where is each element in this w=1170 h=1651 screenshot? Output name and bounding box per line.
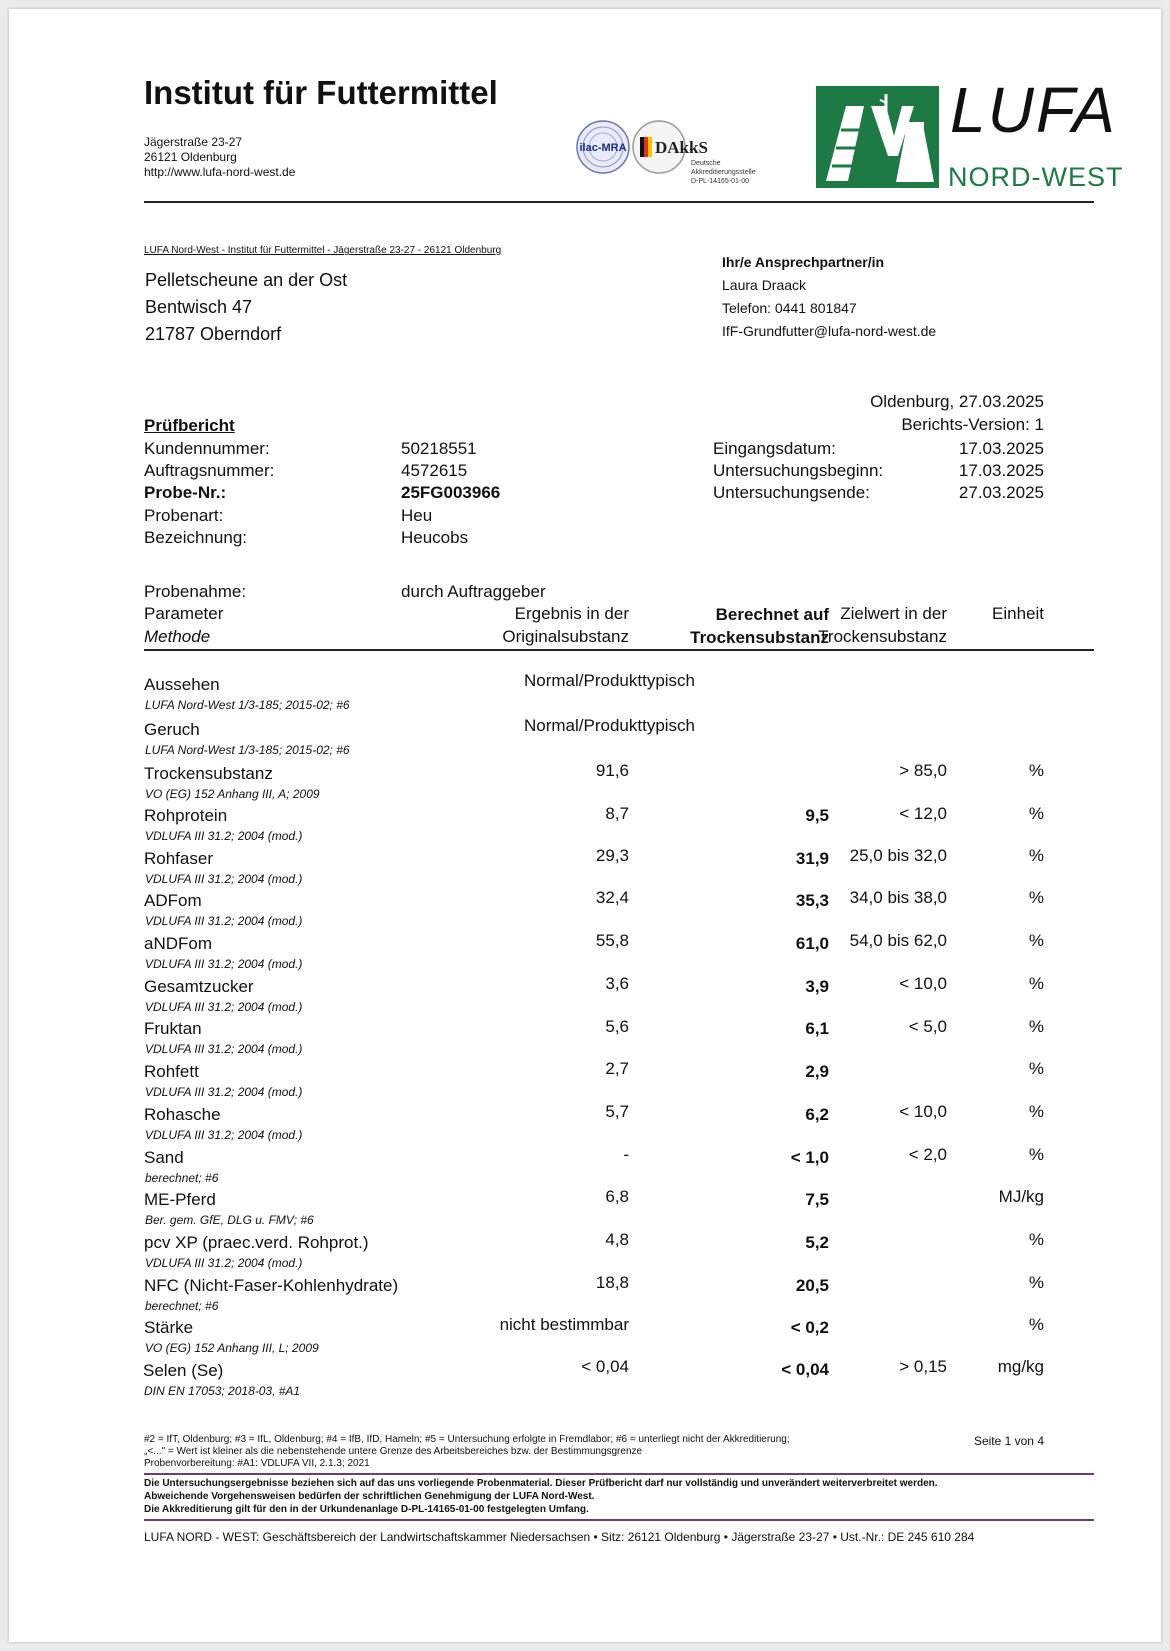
- contact-heading: Ihr/e Ansprechpartner/in: [722, 254, 885, 270]
- footer-disclaimer-2: Abweichende Vorgehensweisen bedürfen der schriftlichen Genehmigung der LUFA Nord-West.: [144, 1491, 595, 1502]
- row-target: > 85,0: [899, 761, 947, 780]
- recipient-line: Pelletscheune an der Ost: [145, 270, 348, 290]
- row-unit: %: [1028, 1315, 1044, 1334]
- row-param: Rohasche: [144, 1105, 221, 1124]
- designation-value: Heucobs: [401, 528, 469, 547]
- row-method: VDLUFA III 31.2; 2004 (mod.): [145, 1085, 303, 1099]
- recipient-line: Bentwisch 47: [145, 297, 253, 317]
- received-date-label: Eingangsdatum:: [713, 439, 836, 458]
- contact-name: Laura Draack: [722, 277, 807, 293]
- row-unit: %: [1028, 846, 1044, 865]
- row-method: LUFA Nord-West 1/3-185; 2015-02; #6: [145, 698, 350, 712]
- contact-phone: Telefon: 0441 801847: [722, 300, 857, 316]
- col-header-unit: Einheit: [992, 604, 1044, 623]
- analysis-start-value: 17.03.2025: [958, 461, 1044, 480]
- row-param: Geruch: [144, 720, 200, 739]
- footer-note-3: Probenvorbereitung: #A1: VDLUFA VII, 2.1.3; 2021: [144, 1458, 370, 1469]
- row-ts: 61,0: [795, 934, 829, 953]
- row-ts: 2,9: [805, 1062, 829, 1081]
- row-ts: < 1,0: [790, 1148, 829, 1167]
- row-param: Rohfett: [144, 1062, 199, 1081]
- row-param: Stärke: [144, 1318, 194, 1337]
- accreditation-logos: [571, 113, 787, 195]
- row-method: VDLUFA III 31.2; 2004 (mod.): [145, 829, 303, 843]
- row-orig: 29,3: [595, 846, 629, 865]
- row-method: DIN EN 17053; 2018-03, #A1: [144, 1384, 301, 1398]
- lufa-logo-text: LUFA: [950, 74, 1117, 146]
- received-date-value: 17.03.2025: [958, 439, 1044, 458]
- sample-type-value: Heu: [401, 506, 433, 525]
- row-unit: %: [1028, 1145, 1044, 1164]
- row-param: aNDFom: [144, 934, 213, 953]
- row-orig: 2,7: [605, 1059, 629, 1078]
- place-date: Oldenburg, 27.03.2025: [870, 392, 1044, 411]
- col-header-ts-1: Berechnet auf: [715, 605, 829, 624]
- row-target: < 10,0: [899, 1102, 947, 1121]
- row-unit: %: [1028, 888, 1044, 907]
- report-title: Prüfbericht: [144, 416, 235, 435]
- institute-title: Institut für Futtermittel: [144, 74, 498, 111]
- row-method: VDLUFA III 31.2; 2004 (mod.): [145, 1042, 303, 1056]
- contact-block: [722, 251, 936, 343]
- row-ts: 35,3: [795, 891, 829, 910]
- page-number: Seite 1 von 4: [973, 1434, 1044, 1448]
- footer-disclaimer-3: Die Akkreditierung gilt für den in der Urkundenanlage D-PL-14165-01-00 festgelegten Umfang.: [144, 1504, 589, 1515]
- row-unit: %: [1028, 804, 1044, 823]
- row-param: ME-Pferd: [144, 1190, 216, 1209]
- row-orig: 3,6: [605, 974, 629, 993]
- row-param: Trockensubstanz: [144, 764, 273, 783]
- row-ts: 3,9: [805, 977, 829, 996]
- sampling-label: Probenahme:: [144, 582, 247, 601]
- report-page: [9, 9, 1161, 1642]
- row-unit: %: [1028, 931, 1044, 950]
- row-method: VO (EG) 152 Anhang III, L; 2009: [145, 1341, 319, 1355]
- row-ts: 6,2: [805, 1105, 829, 1124]
- row-orig: 4,8: [605, 1230, 629, 1249]
- row-method: berechnet; #6: [145, 1171, 219, 1185]
- footer-divider-top: [144, 1473, 1094, 1475]
- address-city: 26121 Oldenburg: [144, 150, 237, 164]
- row-ts: 31,9: [795, 849, 829, 868]
- row-ts: 5,2: [805, 1233, 829, 1252]
- row-unit: %: [1028, 1102, 1044, 1121]
- row-param: Fruktan: [144, 1019, 202, 1038]
- dakks-sub3: D-PL-14165-01-00: [691, 178, 749, 185]
- order-number-label: Auftragsnummer:: [144, 461, 275, 480]
- table-header-divider: [144, 649, 1094, 651]
- row-param: NFC (Nicht-Faser-Kohlenhydrate): [144, 1276, 399, 1295]
- ilac-logo-text: ilac-MRA: [579, 142, 627, 154]
- col-header-method: Methode: [144, 627, 211, 646]
- row-unit: %: [1028, 1059, 1044, 1078]
- recipient-line: 21787 Oberndorf: [145, 324, 282, 344]
- lufa-logo-mark-icon: [816, 86, 939, 188]
- row-param: Aussehen: [144, 675, 220, 694]
- row-param: Sand: [144, 1148, 184, 1167]
- row-param: Rohprotein: [144, 806, 228, 825]
- row-target: < 10,0: [899, 974, 947, 993]
- row-method: VDLUFA III 31.2; 2004 (mod.): [145, 872, 303, 886]
- analysis-start-label: Untersuchungsbeginn:: [713, 461, 884, 480]
- row-orig: 6,8: [605, 1187, 629, 1206]
- row-ts: 7,5: [805, 1190, 829, 1209]
- sample-number-label: Probe-Nr.:: [144, 483, 227, 502]
- dakks-sub1: Deutsche: [691, 160, 721, 167]
- row-unit: %: [1028, 974, 1044, 993]
- analysis-end-label: Untersuchungsende:: [713, 483, 870, 502]
- col-header-parameter: Parameter: [144, 604, 224, 623]
- row-param: Selen (Se): [143, 1361, 224, 1380]
- footer-divider-bottom: [144, 1519, 1094, 1521]
- footer-note-1: #2 = IfT, Oldenburg; #3 = IfL, Oldenburg; #4 = IfB, IfD, Hameln; #5 = Untersuchung erfolgte in Fremdlabor; #6 = unterliegt nicht der Akkreditierung;: [144, 1434, 790, 1445]
- row-param: Gesamtzucker: [144, 977, 254, 996]
- row-target: > 0,15: [899, 1357, 947, 1376]
- row-unit: %: [1028, 761, 1044, 780]
- row-param: Rohfaser: [144, 849, 213, 868]
- row-method: VO (EG) 152 Anhang III, A; 2009: [145, 787, 320, 801]
- row-target: < 12,0: [899, 804, 947, 823]
- order-number-value: 4572615: [401, 461, 468, 480]
- header-divider: [144, 201, 1094, 203]
- row-target: < 5,0: [908, 1017, 947, 1036]
- row-text-result: Normal/Produkttypisch: [524, 671, 696, 690]
- row-method: VDLUFA III 31.2; 2004 (mod.): [145, 1128, 303, 1142]
- col-header-orig-2: Originalsubstanz: [502, 627, 629, 646]
- lufa-region-text: NORD-WEST: [948, 162, 1124, 192]
- sample-type-label: Probenart:: [144, 506, 224, 525]
- row-text-result: Normal/Produkttypisch: [524, 716, 696, 735]
- address-url[interactable]: http://www.lufa-nord-west.de: [144, 165, 296, 179]
- row-method: VDLUFA III 31.2; 2004 (mod.): [145, 1256, 303, 1270]
- row-ts: < 0,2: [790, 1318, 829, 1337]
- customer-number-value: 50218551: [401, 439, 477, 458]
- col-header-target-2: Trockensubstanz: [818, 627, 947, 646]
- sample-number-value: 25FG003966: [401, 483, 501, 502]
- row-ts: 9,5: [805, 806, 829, 825]
- row-orig: 5,6: [605, 1017, 629, 1036]
- recipient-address: [145, 267, 347, 348]
- report-version: Berichts-Version: 1: [901, 415, 1044, 434]
- row-param: pcv XP (praec.verd. Rohprot.): [144, 1233, 369, 1252]
- row-method: LUFA Nord-West 1/3-185; 2015-02; #6: [145, 743, 350, 757]
- accreditation-logo-icon: [571, 113, 787, 195]
- row-orig: 32,4: [595, 888, 629, 907]
- row-unit: %: [1028, 1230, 1044, 1249]
- row-target: 54,0 bis 62,0: [849, 931, 947, 950]
- row-orig: 18,8: [595, 1273, 629, 1292]
- row-method: VDLUFA III 31.2; 2004 (mod.): [145, 914, 303, 928]
- row-unit: MJ/kg: [998, 1187, 1044, 1206]
- designation-label: Bezeichnung:: [144, 528, 248, 547]
- row-orig: 8,7: [605, 804, 629, 823]
- row-target: 34,0 bis 38,0: [849, 888, 947, 907]
- row-ts: 6,1: [805, 1019, 829, 1038]
- row-unit: %: [1028, 1273, 1044, 1292]
- row-orig: 55,8: [595, 931, 629, 950]
- row-target: < 2,0: [908, 1145, 947, 1164]
- col-header-ts-2: Trockensubstanz: [690, 628, 829, 647]
- sender-line: LUFA Nord-West - Institut für Futtermittel - Jägerstraße 23-27 - 26121 Oldenburg: [144, 245, 502, 256]
- row-orig: -: [623, 1145, 629, 1164]
- contact-email[interactable]: IfF-Grundfutter@lufa-nord-west.de: [722, 323, 937, 339]
- sampling-value: durch Auftraggeber: [401, 582, 546, 601]
- address-street: Jägerstraße 23-27: [144, 135, 243, 149]
- row-orig: 91,6: [595, 761, 629, 780]
- row-ts: < 0,04: [781, 1360, 829, 1379]
- row-method: Ber. gem. GfE, DLG u. FMV; #6: [145, 1213, 314, 1227]
- row-method: VDLUFA III 31.2; 2004 (mod.): [145, 957, 303, 971]
- row-unit: %: [1028, 1017, 1044, 1036]
- analysis-end-value: 27.03.2025: [958, 483, 1044, 502]
- footer-note-2: „<..." = Wert ist kleiner als die nebenstehende untere Grenze des Arbeitsbereiches bzw. der Bestimmungsgrenze: [144, 1446, 643, 1457]
- row-ts: 20,5: [795, 1276, 829, 1295]
- row-method: VDLUFA III 31.2; 2004 (mod.): [145, 1000, 303, 1014]
- footer-company-line: LUFA NORD - WEST: Geschäftsbereich der Landwirtschaftskammer Niedersachsen • Sitz: 26121 Oldenburg • Jägerstraße 23-27 • Ust.-Nr.: DE 245 610 284: [144, 1530, 975, 1544]
- col-header-target-1: Zielwert in der: [840, 604, 947, 623]
- row-unit: mg/kg: [997, 1357, 1044, 1376]
- row-orig: nicht bestimmbar: [499, 1315, 629, 1334]
- footer-disclaimer-1: Die Untersuchungsergebnisse beziehen sich auf das uns vorliegende Probenmaterial. Dieser Prüfbericht darf nur vollständig und unverändert weiterverbreitet werden.: [144, 1478, 938, 1489]
- row-param: ADFom: [144, 891, 202, 910]
- customer-number-label: Kundennummer:: [144, 439, 270, 458]
- institute-address: [144, 135, 295, 180]
- row-target: 25,0 bis 32,0: [849, 846, 947, 865]
- dakks-logo-text: DAkkS: [655, 138, 708, 157]
- row-orig: < 0,04: [581, 1357, 629, 1376]
- dakks-sub2: Akkreditierungsstelle: [691, 169, 756, 176]
- row-method: berechnet; #6: [145, 1299, 219, 1313]
- row-orig: 5,7: [605, 1102, 629, 1121]
- col-header-orig-1: Ergebnis in der: [514, 604, 629, 623]
